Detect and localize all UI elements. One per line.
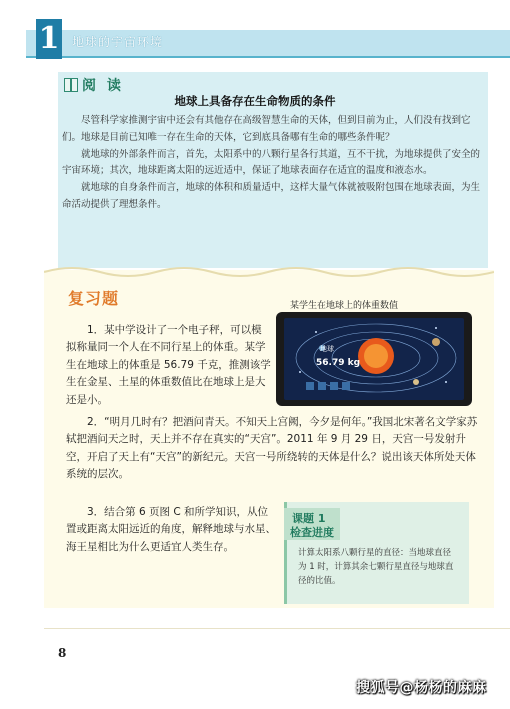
reading-title: 地球上具备存在生命物质的条件: [174, 94, 336, 108]
figure-caption: 某学生在地球上的体重数值: [290, 301, 399, 311]
screen-weight-value: 56.79 kg: [316, 358, 361, 368]
reading-paragraph: 尽管科学家推测宇宙中还会有其他存在高级智慧生命的天体，但到目前为止，人们没有找到它们。地球是目前已知唯一存在生命的天体，它到底具备哪有生命的哪些条件呢？: [62, 115, 471, 143]
project-subkicker: 检查进度: [290, 526, 334, 539]
question-1: [66, 322, 271, 409]
question-2-text: 2．“明月几时有？把酒问青天。不知天上宫阙，今夕是何年。”我国北宋著名文学家苏轼把酒问天之时，天上并不存在真实的“天宫”。2011 年 9 月 29 日，天宫一号发射升空，开启了天上有“天宫”的新纪元。天宫一号所绕转的天体是什么？说出该天体所处天体系统的层次。: [66, 416, 478, 481]
footer-divider: [44, 628, 510, 629]
review-wave-border: [44, 262, 494, 280]
reading-label: 阅 读: [82, 78, 124, 94]
question-3: [66, 504, 276, 556]
review-title: 复习题: [68, 289, 120, 308]
question-1-text: 1．某中学设计了一个电子秤，可以模拟称量同一个人在不同行星上的体重。某学生在地球上的体重是 56.79 千克，推测该学生在金星、土星的体重数值比在地球上是大还是小。: [66, 324, 271, 406]
reading-paragraph: 就地球的自身条件而言，地球的体积和质量适中，这样大量气体就被吸附包围在地球表面，为生命活动提供了理想条件。: [62, 182, 481, 210]
reading-body: [62, 113, 486, 214]
scale-tablet-figure: [276, 312, 472, 406]
question-3-text: 3．结合第 6 页图 C 和所学知识，从位置或距离太阳远近的角度，解释地球与水星、海王星相比为什么更适宜人类生存。: [66, 506, 276, 553]
chapter-number-badge: 1: [36, 19, 62, 59]
header-divider: [26, 56, 510, 58]
solar-system-illustration: [276, 312, 472, 406]
watermark: 搜狐号@杨杨的麻麻: [356, 680, 487, 696]
reading-paragraph: 就地球的外部条件而言，首先，太阳系中的八颗行星各行其道，互不干扰，为地球提供了安全的宇宙环境；其次，地球距离太阳的远近适中，保证了地球表面存在适宜的温度和液态水。: [62, 148, 481, 177]
chapter-title: 地球的宇宙环境: [72, 35, 164, 49]
screen-label: 地球: [320, 345, 334, 353]
project-kicker: 课题 1: [292, 512, 326, 525]
question-2: [66, 414, 478, 484]
project-text: 计算太阳系八颗行星的直径：当地球直径为 1 时，计算其余七颗行星直径与地球直径的比值。: [298, 548, 454, 586]
book-icon: [64, 78, 78, 92]
page-number: 8: [58, 646, 67, 660]
